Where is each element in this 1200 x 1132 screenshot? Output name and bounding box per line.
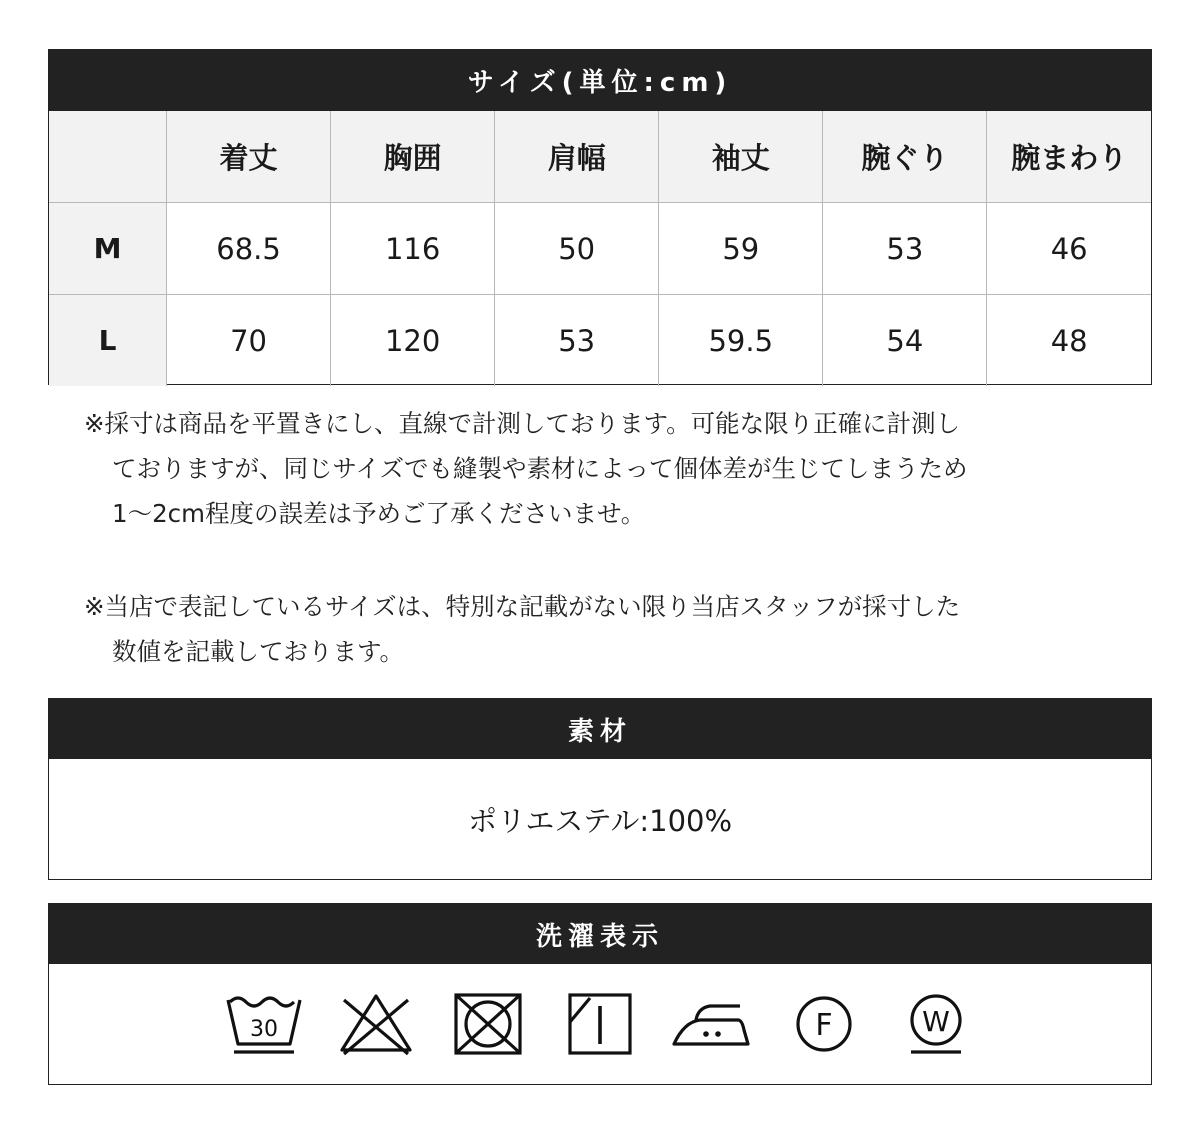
material-title: 素材 (49, 699, 1151, 759)
table-cell: 59.5 (659, 295, 823, 387)
size-title: サイズ(単位:cm) (49, 50, 1151, 111)
header-chest: 胸囲 (331, 111, 495, 203)
table-cell: 50 (495, 203, 659, 295)
wet-clean-w-icon (880, 992, 992, 1056)
measurement-note (84, 401, 1144, 536)
table-cell: 68.5 (167, 203, 331, 295)
table-cell: 116 (331, 203, 495, 295)
size-table-header-row (49, 111, 1151, 203)
table-cell: 120 (331, 295, 495, 387)
table-cell: 54 (823, 295, 987, 387)
header-armhole: 腕ぐり (823, 111, 987, 203)
table-cell: 48 (987, 295, 1151, 387)
header-sleeve: 袖丈 (659, 111, 823, 203)
table-row (49, 203, 1151, 295)
staff-measurement-note (84, 584, 1144, 674)
no-tumble-dry-icon (432, 992, 544, 1056)
care-title: 洗濯表示 (49, 904, 1151, 964)
wash-30-gentle-icon (208, 992, 320, 1056)
care-icons (49, 964, 1151, 1084)
table-cell: 53 (823, 203, 987, 295)
note-line: 1〜2cm程度の誤差は予めご了承くださいませ。 (112, 499, 646, 528)
care-section (48, 903, 1152, 1085)
note-line: ておりますが、同じサイズでも縫製や素材によって個体差が生じてしまうため (112, 454, 968, 483)
no-bleach-icon (320, 992, 432, 1056)
material-composition: ポリエステル:100% (467, 803, 733, 838)
material-section (48, 698, 1152, 880)
wash-temp-label: 30 (250, 1017, 278, 1042)
table-cell: 46 (987, 203, 1151, 295)
note-line: ※当店で表記しているサイズは、特別な記載がない限り当店スタッフが採寸した (84, 592, 961, 621)
note-line: 数値を記載しております。 (112, 637, 405, 666)
note-line: ※採寸は商品を平置きにし、直線で計測しております。可能な限り正確に計測し (84, 409, 961, 438)
table-cell: 59 (659, 203, 823, 295)
header-shoulder: 肩幅 (495, 111, 659, 203)
size-table (49, 111, 1151, 386)
table-cell: 70 (167, 295, 331, 387)
dry-clean-f-icon (768, 992, 880, 1056)
header-length: 着丈 (167, 111, 331, 203)
dry-clean-letter: F (815, 1008, 833, 1043)
row-label-m: M (49, 203, 167, 295)
header-arm-circumference: 腕まわり (987, 111, 1151, 203)
iron-low-icon (656, 992, 768, 1056)
size-section (48, 49, 1152, 385)
table-row (49, 295, 1151, 387)
table-cell: 53 (495, 295, 659, 387)
row-label-l: L (49, 295, 167, 387)
line-dry-shade-icon (544, 992, 656, 1056)
wet-clean-letter: W (922, 1005, 950, 1038)
corner-cell (49, 111, 167, 203)
